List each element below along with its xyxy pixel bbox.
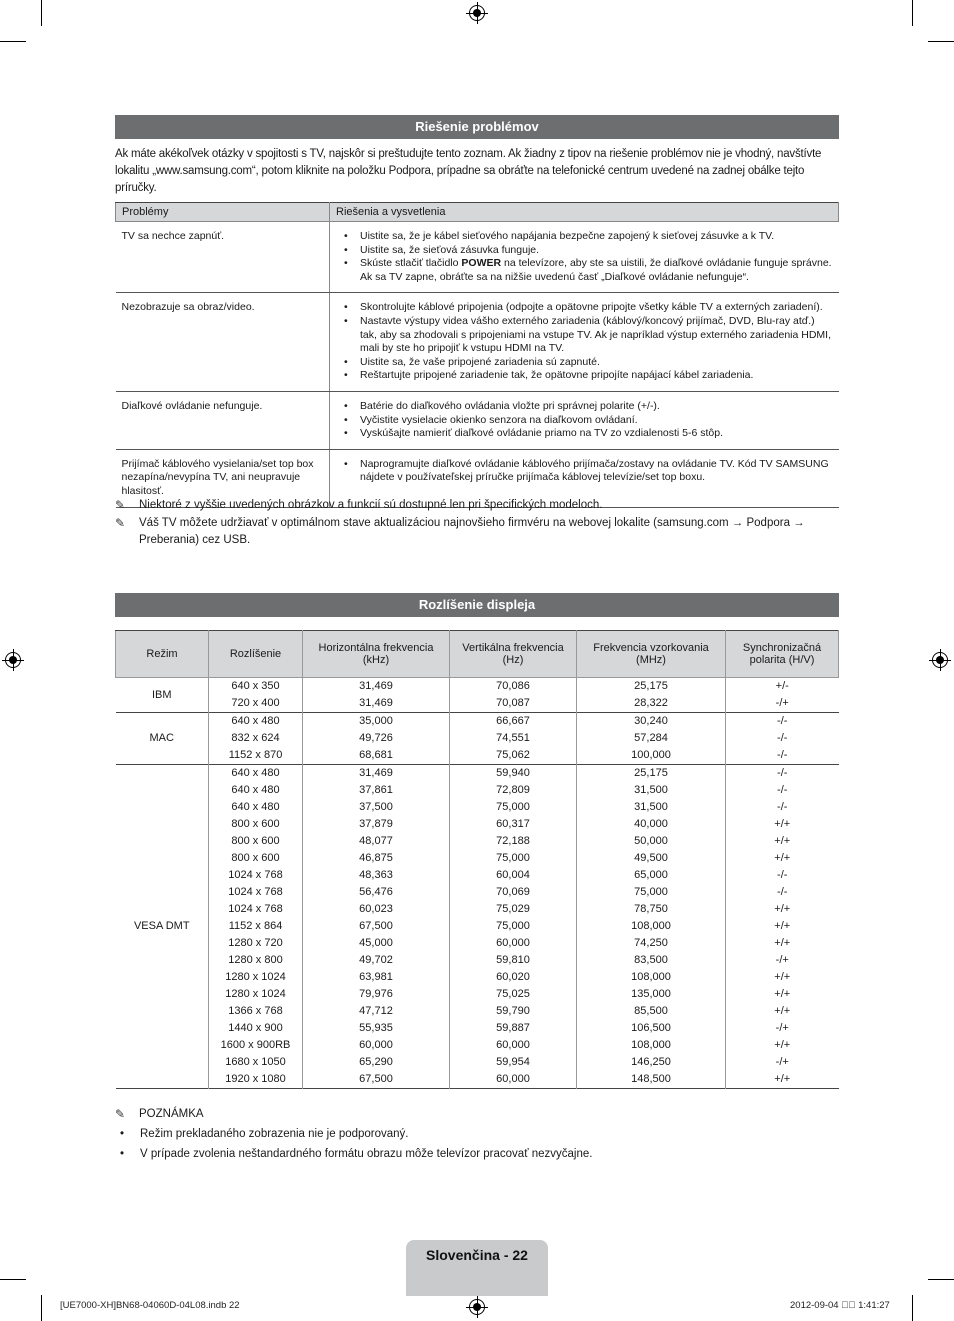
intro-text: Ak máte akékoľvek otázky v spojitosti s TV, najskôr si preštudujte tento zoznam. Ak žiadny z tipov na riešenie problémov nie je vhodný, navštívte lokalitu „www.samsung.com“, potom kliknite na položku Podpora, prípadne sa obráťte na telefonické centrum uvedené na zadnej obálke tejto príručky. bbox=[115, 148, 822, 194]
resolution-cell: 31,469 bbox=[303, 678, 450, 696]
mode-cell: VESA DMT bbox=[116, 765, 209, 1089]
pencil-icon: ✎ bbox=[115, 1107, 126, 1121]
resolution-cell: +/+ bbox=[726, 935, 839, 952]
resolution-cell: -/+ bbox=[726, 952, 839, 969]
resolution-cell: 108,000 bbox=[577, 918, 726, 935]
resolution-row bbox=[116, 1054, 839, 1071]
resolution-cell: -/- bbox=[726, 747, 839, 765]
resolution-cell: 46,875 bbox=[303, 850, 450, 867]
solution-item: • Uistite sa, že je kábel sieťového napájania bezpečne zapojený k sieťovej zásuvke a k TV. bbox=[360, 230, 833, 244]
troubleshooting-table bbox=[115, 202, 839, 508]
resolution-cell: 31,469 bbox=[303, 695, 450, 713]
header-solutions: Riešenia a vysvetlenia bbox=[330, 203, 839, 222]
resolution-cell: 1600 x 900RB bbox=[209, 1037, 303, 1054]
header-problems: Problémy bbox=[116, 203, 330, 222]
resolution-cell: 60,023 bbox=[303, 901, 450, 918]
resolution-cell: 60,000 bbox=[450, 1071, 577, 1089]
resolution-cell: 800 x 600 bbox=[209, 833, 303, 850]
problem-cell: Diaľkové ovládanie nefunguje. bbox=[116, 391, 330, 449]
resolution-row bbox=[116, 1003, 839, 1020]
resolution-row bbox=[116, 1071, 839, 1089]
resolution-cell: 57,284 bbox=[577, 730, 726, 747]
resolution-cell: 1152 x 864 bbox=[209, 918, 303, 935]
resolution-cell: 50,000 bbox=[577, 833, 726, 850]
resolution-cell: -/- bbox=[726, 867, 839, 884]
resolution-cell: 31,500 bbox=[577, 799, 726, 816]
solution-item: • Uistite sa, že sieťová zásuvka funguje. bbox=[360, 244, 833, 258]
resolution-cell: 79,976 bbox=[303, 986, 450, 1003]
resolution-cell: 60,004 bbox=[450, 867, 577, 884]
resolution-cell: 800 x 600 bbox=[209, 816, 303, 833]
resolution-cell: 640 x 350 bbox=[209, 678, 303, 696]
resolution-cell: 60,317 bbox=[450, 816, 577, 833]
resolution-row bbox=[116, 730, 839, 747]
resolution-row bbox=[116, 850, 839, 867]
resolution-cell: 56,476 bbox=[303, 884, 450, 901]
trouble-row bbox=[116, 391, 839, 449]
mode-group bbox=[116, 678, 839, 713]
resolution-cell: 832 x 624 bbox=[209, 730, 303, 747]
resolution-row bbox=[116, 901, 839, 918]
resolution-cell: 74,250 bbox=[577, 935, 726, 952]
resolution-cell: 1024 x 768 bbox=[209, 901, 303, 918]
resolution-cell: 146,250 bbox=[577, 1054, 726, 1071]
section-title-troubleshooting: Riešenie problémov bbox=[115, 115, 839, 139]
resolution-cell: 800 x 600 bbox=[209, 850, 303, 867]
page-number: Slovenčina - 22 bbox=[426, 1247, 528, 1263]
page-number-tab bbox=[406, 1240, 548, 1296]
resolution-cell: 25,175 bbox=[577, 678, 726, 696]
resolution-cell: 640 x 480 bbox=[209, 782, 303, 799]
resolution-cell: 75,029 bbox=[450, 901, 577, 918]
resolution-cell: +/+ bbox=[726, 816, 839, 833]
pencil-icon: ✎ bbox=[115, 516, 126, 530]
header-sampling-frequency: Frekvencia vzorkovania (MHz) bbox=[577, 631, 726, 678]
resolution-row bbox=[116, 952, 839, 969]
resolution-cell: 640 x 480 bbox=[209, 799, 303, 816]
header-mode: Režim bbox=[116, 631, 209, 678]
resolution-cell: +/+ bbox=[726, 833, 839, 850]
resolution-cell: 49,726 bbox=[303, 730, 450, 747]
mode-cell: IBM bbox=[116, 678, 209, 713]
solution-item: • Skontrolujte káblové pripojenia (odpojte a opätovne pripojte všetky káble TV a externých zariadení). bbox=[360, 301, 833, 315]
resolution-cell: 70,086 bbox=[450, 678, 577, 696]
resolution-cell: 48,363 bbox=[303, 867, 450, 884]
resolution-cell: 72,188 bbox=[450, 833, 577, 850]
resolution-row bbox=[116, 816, 839, 833]
resolution-cell: 65,290 bbox=[303, 1054, 450, 1071]
resolution-cell: 75,000 bbox=[577, 884, 726, 901]
resolution-cell: -/+ bbox=[726, 1054, 839, 1071]
resolution-cell: 720 x 400 bbox=[209, 695, 303, 713]
resolution-cell: 67,500 bbox=[303, 1071, 450, 1089]
mode-cell: MAC bbox=[116, 713, 209, 765]
crop-mark bbox=[0, 41, 26, 42]
crop-mark bbox=[928, 1279, 954, 1280]
mode-group bbox=[116, 713, 839, 765]
resolution-cell: 45,000 bbox=[303, 935, 450, 952]
resolution-cell: 78,750 bbox=[577, 901, 726, 918]
resolution-cell: +/- bbox=[726, 678, 839, 696]
resolution-cell: 1440 x 900 bbox=[209, 1020, 303, 1037]
resolution-cell: 59,810 bbox=[450, 952, 577, 969]
resolution-cell: 135,000 bbox=[577, 986, 726, 1003]
resolution-row bbox=[116, 678, 839, 696]
resolution-cell: 1280 x 1024 bbox=[209, 969, 303, 986]
resolution-row bbox=[116, 884, 839, 901]
resolution-cell: 75,000 bbox=[450, 850, 577, 867]
solution-item: • Naprogramujte diaľkové ovládanie káblového prijímača/zostavy na ovládanie TV. Kód TV SAMSUNG nájdete v používateľskej príručke prijímača káblovej televízie/set top boxu. bbox=[360, 458, 833, 485]
resolution-cell: -/- bbox=[726, 730, 839, 747]
resolution-cell: 55,935 bbox=[303, 1020, 450, 1037]
resolution-cell: 67,500 bbox=[303, 918, 450, 935]
crop-mark bbox=[912, 0, 913, 26]
header-sync-polarity: Synchronizačná polarita (H/V) bbox=[726, 631, 839, 678]
resolution-cell: 148,500 bbox=[577, 1071, 726, 1089]
resolution-cell: 75,062 bbox=[450, 747, 577, 765]
registration-mark-icon bbox=[469, 1299, 485, 1315]
resolution-row bbox=[116, 747, 839, 765]
resolution-cell: 1280 x 800 bbox=[209, 952, 303, 969]
pencil-icon: ✎ bbox=[115, 498, 126, 512]
resolution-cell: 40,000 bbox=[577, 816, 726, 833]
resolution-cell: 49,702 bbox=[303, 952, 450, 969]
header-resolution: Rozlíšenie bbox=[209, 631, 303, 678]
resolution-cell: +/+ bbox=[726, 986, 839, 1003]
resolution-cell: +/+ bbox=[726, 1003, 839, 1020]
resolution-cell: 60,000 bbox=[303, 1037, 450, 1054]
resolution-cell: +/+ bbox=[726, 918, 839, 935]
resolution-row bbox=[116, 867, 839, 884]
resolution-cell: 59,790 bbox=[450, 1003, 577, 1020]
footer-file-info: [UE7000-XH]BN68-04060D-04L08.indb 22 bbox=[60, 1300, 240, 1311]
resolution-row bbox=[116, 969, 839, 986]
resolution-cell: -/- bbox=[726, 799, 839, 816]
resolution-cell: 37,861 bbox=[303, 782, 450, 799]
resolution-cell: 60,000 bbox=[450, 1037, 577, 1054]
resolution-row bbox=[116, 1037, 839, 1054]
resolution-cell: 1024 x 768 bbox=[209, 884, 303, 901]
section-title-resolution: Rozlíšenie displeja bbox=[115, 593, 839, 617]
resolution-cell: 63,981 bbox=[303, 969, 450, 986]
solution-item: • Vyčistite vysielacie okienko senzora na diaľkovom ovládaní. bbox=[360, 414, 833, 428]
resolution-cell: -/+ bbox=[726, 695, 839, 713]
registration-mark-icon bbox=[469, 5, 485, 21]
resolution-row bbox=[116, 918, 839, 935]
resolution-cell: 1280 x 720 bbox=[209, 935, 303, 952]
crop-mark bbox=[928, 41, 954, 42]
resolution-cell: 1680 x 1050 bbox=[209, 1054, 303, 1071]
note-text: Niektoré z vyššie uvedených obrázkov a funkcií sú dostupné len pri špecifických modeloch. bbox=[139, 499, 603, 511]
resolution-cell: 30,240 bbox=[577, 713, 726, 731]
resolution-row bbox=[116, 799, 839, 816]
resolution-cell: 108,000 bbox=[577, 1037, 726, 1054]
resolution-cell: 65,000 bbox=[577, 867, 726, 884]
solution-item: • Vyskúšajte namieriť diaľkové ovládanie priamo na TV zo vzdialenosti 5-6 stôp. bbox=[360, 427, 833, 441]
resolution-cell: 74,551 bbox=[450, 730, 577, 747]
resolution-table bbox=[115, 630, 839, 1089]
resolution-cell: 28,322 bbox=[577, 695, 726, 713]
resolution-cell: +/+ bbox=[726, 850, 839, 867]
solution-item: • Reštartujte pripojené zariadenie tak, že opätovne pripojíte napájací kábel zariadenia. bbox=[360, 369, 833, 383]
resolution-cell: 1152 x 870 bbox=[209, 747, 303, 765]
crop-mark bbox=[912, 1295, 913, 1321]
resolution-cell: 108,000 bbox=[577, 969, 726, 986]
resolution-row bbox=[116, 986, 839, 1003]
footnote-title: POZNÁMKA bbox=[139, 1108, 204, 1120]
resolution-cell: 70,087 bbox=[450, 695, 577, 713]
resolution-cell: 47,712 bbox=[303, 1003, 450, 1020]
resolution-cell: -/- bbox=[726, 765, 839, 783]
solution-item: • Skúste stlačiť tlačidlo POWER na televízore, aby ste sa uistili, že diaľkové ovládanie funguje správne. Ak sa TV zapne, obráťte sa na nižšie uvedenú časť „Diaľkové ovládanie nefunguje“. bbox=[360, 257, 833, 284]
notes bbox=[115, 497, 839, 549]
resolution-cell: 100,000 bbox=[577, 747, 726, 765]
registration-mark-icon bbox=[5, 652, 21, 668]
resolution-cell: 83,500 bbox=[577, 952, 726, 969]
resolution-cell: 72,809 bbox=[450, 782, 577, 799]
footnote-bullet: V prípade zvolenia neštandardného formátu obrazu môže televízor pracovať nezvyčajne. bbox=[140, 1148, 593, 1160]
footnote-bullet: Režim prekladaného zobrazenia nie je podporovaný. bbox=[140, 1128, 409, 1140]
resolution-row bbox=[116, 782, 839, 799]
resolution-cell: -/- bbox=[726, 884, 839, 901]
resolution-cell: 25,175 bbox=[577, 765, 726, 783]
resolution-row bbox=[116, 935, 839, 952]
solution-cell bbox=[330, 222, 839, 293]
footer-timestamp: 2012-09-04    1:41:27 bbox=[790, 1300, 890, 1311]
resolution-cell: +/+ bbox=[726, 901, 839, 918]
mode-group bbox=[116, 765, 839, 1089]
resolution-cell: 85,500 bbox=[577, 1003, 726, 1020]
resolution-cell: 66,667 bbox=[450, 713, 577, 731]
trouble-row bbox=[116, 222, 839, 293]
problem-cell: TV sa nechce zapnúť. bbox=[116, 222, 330, 293]
resolution-row bbox=[116, 1020, 839, 1037]
resolution-cell: 37,500 bbox=[303, 799, 450, 816]
resolution-cell: 106,500 bbox=[577, 1020, 726, 1037]
resolution-cell: 49,500 bbox=[577, 850, 726, 867]
resolution-cell: +/+ bbox=[726, 1037, 839, 1054]
crop-mark bbox=[0, 1279, 26, 1280]
crop-mark bbox=[41, 0, 42, 26]
resolution-row bbox=[116, 833, 839, 850]
solution-cell bbox=[330, 391, 839, 449]
resolution-cell: 59,940 bbox=[450, 765, 577, 783]
resolution-cell: 60,020 bbox=[450, 969, 577, 986]
header-vertical-frequency: Vertikálna frekvencia (Hz) bbox=[450, 631, 577, 678]
solution-item: • Nastavte výstupy videa vášho externého zariadenia (káblový/koncový prijímač, DVD, Blu-ray atď.) tak, aby sa zhodovali s pripojeniami na vstupe TV. Ak je napríklad výstup externého zariadenia HDMI, mali by ste ho pripojiť k vstupu HDMI na TV. bbox=[360, 315, 833, 356]
resolution-cell: -/+ bbox=[726, 1020, 839, 1037]
resolution-cell: 59,887 bbox=[450, 1020, 577, 1037]
resolution-cell: 35,000 bbox=[303, 713, 450, 731]
header-horizontal-frequency: Horizontálna frekvencia (kHz) bbox=[303, 631, 450, 678]
resolution-cell: 59,954 bbox=[450, 1054, 577, 1071]
resolution-cell: +/+ bbox=[726, 1071, 839, 1089]
resolution-row bbox=[116, 765, 839, 783]
resolution-cell: 31,469 bbox=[303, 765, 450, 783]
crop-mark bbox=[41, 1295, 42, 1321]
resolution-row bbox=[116, 713, 839, 731]
resolution-cell: 1920 x 1080 bbox=[209, 1071, 303, 1089]
resolution-cell: 70,069 bbox=[450, 884, 577, 901]
resolution-cell: 75,000 bbox=[450, 799, 577, 816]
resolution-cell: 31,500 bbox=[577, 782, 726, 799]
resolution-row bbox=[116, 695, 839, 713]
problem-cell: Nezobrazuje sa obraz/video. bbox=[116, 293, 330, 392]
resolution-cell: 640 x 480 bbox=[209, 713, 303, 731]
footnote: ✎ POZNÁMKA • Režim prekladaného zobrazenia nie je podporovaný. • V prípade zvolenia neštandardného formátu obrazu môže televízor pracovať nezvyčajne. bbox=[115, 1106, 839, 1163]
resolution-cell: 1024 x 768 bbox=[209, 867, 303, 884]
resolution-cell: 60,000 bbox=[450, 935, 577, 952]
resolution-cell: -/- bbox=[726, 782, 839, 799]
solution-item: • Batérie do diaľkového ovládania vložte pri správnej polarite (+/-). bbox=[360, 400, 833, 414]
solution-item: • Uistite sa, že vaše pripojené zariadenia sú zapnuté. bbox=[360, 356, 833, 370]
resolution-cell: 37,879 bbox=[303, 816, 450, 833]
resolution-cell: 640 x 480 bbox=[209, 765, 303, 783]
resolution-cell: 1366 x 768 bbox=[209, 1003, 303, 1020]
resolution-cell: 75,025 bbox=[450, 986, 577, 1003]
note-text: Váš TV môžete udržiavať v optimálnom stave aktualizáciou najnovšieho firmvéru na webovej lokalite (samsung.com → Podpora → Preberania) cez USB. bbox=[139, 517, 805, 546]
resolution-cell: 68,681 bbox=[303, 747, 450, 765]
problem-cell: Prijímač káblového vysielania/set top box nezapína/nevypína TV, ani neupravuje hlasitosť. bbox=[116, 449, 330, 507]
solution-cell bbox=[330, 293, 839, 392]
resolution-cell: 1280 x 1024 bbox=[209, 986, 303, 1003]
resolution-cell: -/- bbox=[726, 713, 839, 731]
resolution-cell: +/+ bbox=[726, 969, 839, 986]
registration-mark-icon bbox=[932, 652, 948, 668]
trouble-row bbox=[116, 293, 839, 392]
resolution-cell: 48,077 bbox=[303, 833, 450, 850]
resolution-cell: 75,000 bbox=[450, 918, 577, 935]
